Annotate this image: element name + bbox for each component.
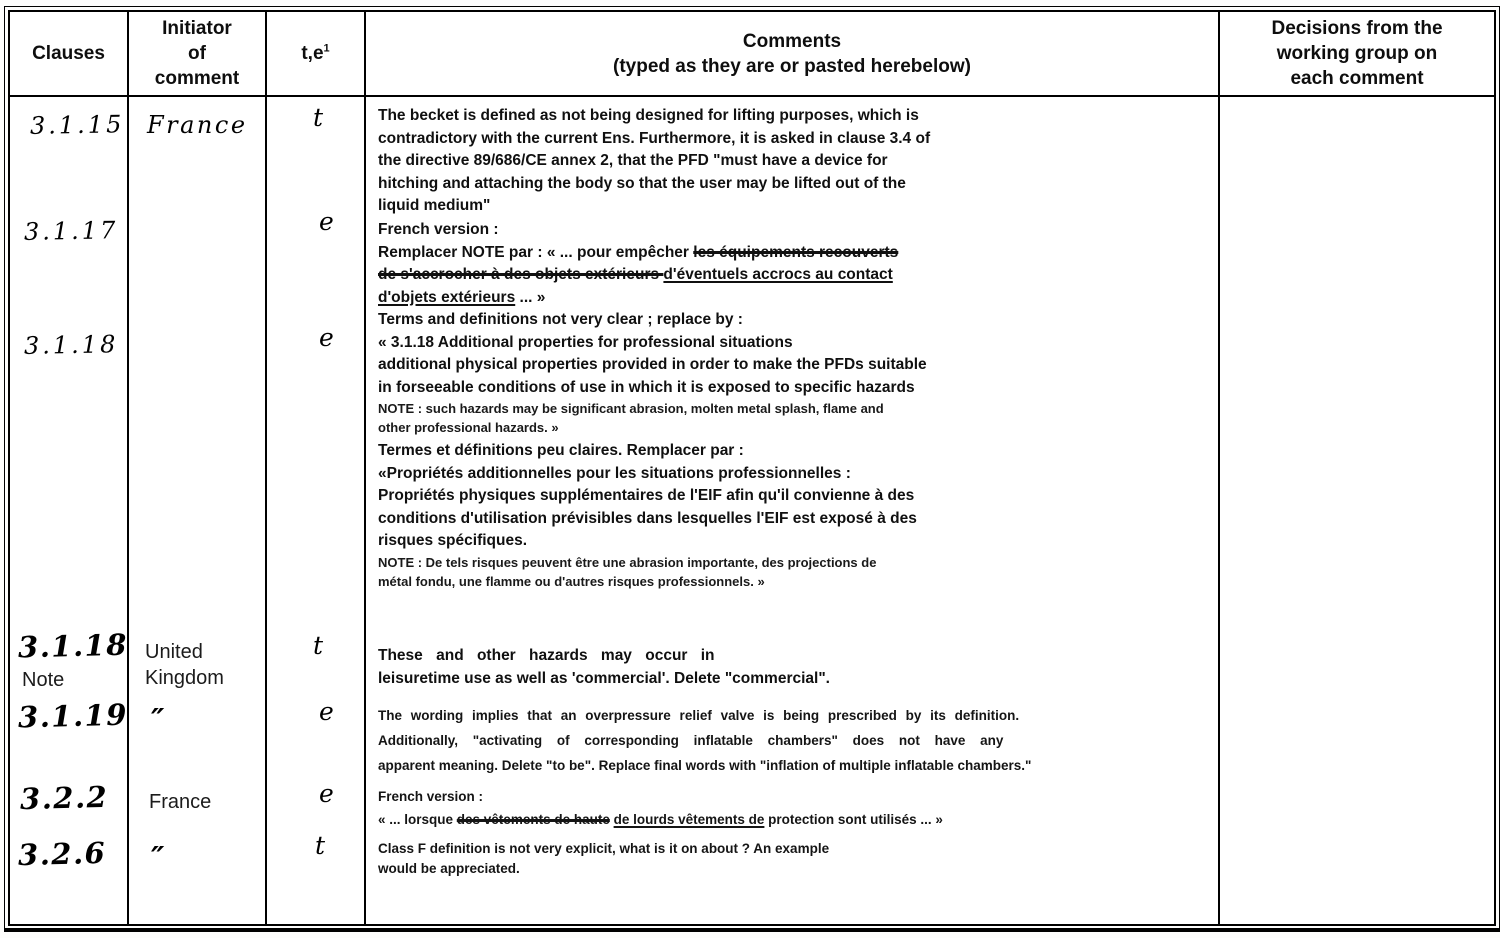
comment-line: Additionally, "activating of corresponding inflatable chambers" does not have any [378, 733, 1004, 748]
comment-line: Class F definition is not very explicit, what is it on about ? An example [378, 841, 830, 856]
ditto-mark: ″ [151, 841, 166, 876]
comment-3-1-17 [378, 219, 898, 309]
comments-column [366, 97, 1220, 924]
comment-3-1-18-note-uk [378, 645, 830, 690]
deleted-text: les équipements recouverts [693, 243, 899, 261]
clause-number: 3.2.2 [19, 779, 109, 817]
header-type-label: t,e$^1$ [301, 42, 330, 64]
header-initiator-label: Initiator of comment [154, 18, 240, 89]
initiator-typed: France [149, 791, 212, 813]
deleted-text: des vêtements de haute [456, 811, 610, 827]
comment-line: These and other hazards may occur in [378, 647, 715, 664]
comment-line: additional physical properties provided in order to make the PFDs suitable [378, 356, 927, 373]
footnote-marker: 1 [323, 42, 330, 55]
comment-line: d'objets extérieurs ... » [378, 288, 546, 306]
comment-resolution-table [8, 10, 1496, 926]
comment-line: contradictory with the current Ens. Furthermore, it is asked in clause 3.4 of [378, 129, 931, 147]
comment-line [378, 264, 898, 287]
comment-line: NOTE : such hazards may be significant abrasion, molten metal splash, flame and [378, 401, 884, 416]
header-comments [366, 12, 1220, 97]
comment-line: « 3.1.18 Additional properties for professional situations [378, 333, 793, 351]
type-mark: e [319, 207, 334, 236]
comment-line: liquid medium" [378, 197, 491, 214]
type-mark: e [319, 697, 334, 726]
type-mark: t [313, 103, 324, 132]
comment-line: conditions d'utilisation prévisibles dans lesquelles l'EIF est exposé à des [378, 509, 917, 527]
deleted-text: de s'accrocher à des objets extérieurs [378, 266, 664, 283]
comment-line: Propriétés physiques supplémentaires de l'EIF afin qu'il convienne à des [378, 487, 915, 504]
initiator-typed: United Kingdom [145, 641, 224, 689]
comment-line: « ... lorsque des vêtements de haute de lourds vêtements de protection sont utilisés ... » [378, 811, 943, 827]
initiator-column [129, 97, 267, 924]
clause-number: 3.1.15 [29, 110, 125, 140]
header-type [267, 12, 366, 97]
type-mark: t [313, 631, 324, 660]
comment-3-2-2 [378, 787, 943, 829]
initiator-handwritten: France [147, 111, 248, 139]
comment-line: the directive 89/686/CE annex 2, that the PFD "must have a device for [378, 152, 888, 169]
inserted-text: de lourds vêtements de [613, 811, 765, 827]
clauses-column [10, 97, 129, 924]
comment-line: risques spécifiques. [378, 532, 528, 549]
comment-line: other professional hazards. » [378, 420, 559, 435]
clause-number: 3.1.18 [23, 330, 119, 360]
inserted-text: d'éventuels accrocs au contact [663, 266, 893, 283]
comment-3-1-18-fr [378, 440, 917, 553]
clause-number: 3.1.19 [17, 697, 129, 735]
comment-line: métal fondu, une flamme ou d'autres risques professionnels. » [378, 574, 765, 589]
header-decisions-label: Decisions from the working group on each comment [1271, 18, 1443, 89]
comment-3-1-19 [378, 703, 1031, 778]
comment-heading: French version : [378, 789, 484, 804]
comment-3-1-18 [378, 309, 927, 399]
header-decisions [1220, 12, 1494, 97]
comment-line: The becket is defined as not being designed for lifting purposes, which is [378, 107, 919, 124]
comment-line: Terms and definitions not very clear ; replace by : [378, 311, 743, 328]
header-initiator [129, 12, 267, 97]
comment-3-1-15 [378, 105, 930, 218]
header-comments-title: Comments [742, 30, 842, 52]
comment-line: hitching and attaching the body so that the user may be lifted out of the [378, 174, 906, 192]
comment-3-1-18-note-en [378, 399, 884, 437]
type-column [267, 97, 366, 924]
comment-line: Remplacer NOTE par : « ... pour empêcher les équipements recouverts [378, 243, 899, 261]
comment-line: apparent meaning. Delete "to be". Replace final words with "inflation of multiple inflatable chambers." [378, 758, 1032, 773]
clause-number: 3.1.17 [23, 216, 119, 246]
comment-3-2-6 [378, 839, 829, 878]
comment-3-1-18-note-fr [378, 553, 876, 591]
comment-line: «Propriétés additionnelles pour les situations professionnelles : [378, 464, 851, 482]
header-comments-subtitle: (typed as they are or pasted herebelow) [613, 55, 971, 77]
type-mark: t [315, 831, 326, 860]
inserted-text: d'objets extérieurs [378, 288, 516, 306]
header-clauses [10, 12, 129, 97]
ditto-mark: ″ [151, 703, 166, 738]
type-mark: e [319, 323, 334, 352]
header-clauses-label: Clauses [32, 43, 105, 64]
comment-line: would be appreciated. [378, 860, 520, 876]
type-mark: e [319, 779, 334, 808]
clause-note: Note [22, 669, 65, 691]
comment-line: Termes et définitions peu claires. Remplacer par : [378, 442, 744, 459]
comment-line: in forseeable conditions of use in which it is exposed to specific hazards [378, 378, 915, 396]
clause-number: 3.1.18 [17, 627, 129, 665]
comment-line: The wording implies that an overpressure relief valve is being prescribed by its definition. [378, 708, 1020, 723]
clause-number: 3.2.6 [17, 835, 107, 873]
comment-line: NOTE : De tels risques peuvent être une abrasion importante, des projections de [378, 555, 877, 570]
decisions-column-empty [1220, 97, 1494, 924]
comment-line: leisuretime use as well as 'commercial'. Delete "commercial". [378, 669, 830, 687]
comment-heading: French version : [378, 221, 499, 238]
